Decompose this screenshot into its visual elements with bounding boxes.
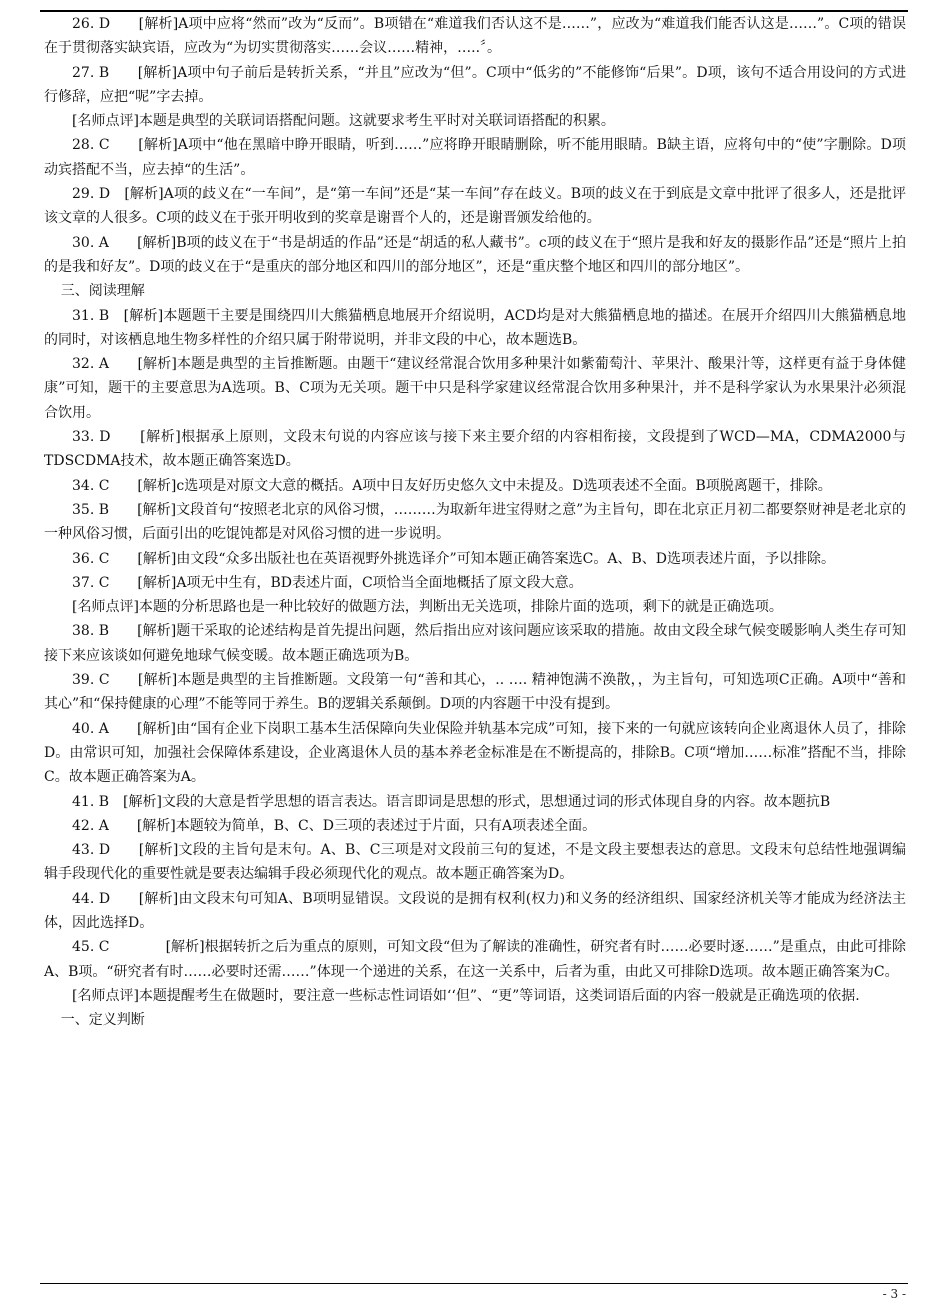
answer-42: 42. A [解析]本题较为简单，B、C、D三项的表述过于片面，只有A项表述全面。 xyxy=(72,817,597,834)
answer-30: 30. A [解析]B项的歧义在于“书是胡适的作品”还是“胡适的私人藏书”。c项的歧义在于“照片是我和好友的摄影作品”还是“照片上拍的是我和好友”。D项的歧义在于“是重庆的部分地区和四川的部分地区”，还是“重庆整个地区和四川的部分地区”。 xyxy=(44,234,906,275)
answer-31: 31. B [解析]本题题干主要是围绕四川大熊猫栖息地展开介绍说明，ACD均是对大熊猫栖息地的描述。在展开介绍四川大熊猫栖息地的同时，对该栖息地生物多样性的介绍只属于附带说明，并非文段的中心，故本题选B。 xyxy=(44,307,906,348)
answer-26: 26. D [解析]A项中应将“然而”改为“反而”。B项错在“难道我们否认这不是……”，应改为“难道我们能否认这是……”。C项的错误在于贯彻落实缺宾语，应改为“为切实贯彻落实……会议……精神，…..〞。 xyxy=(44,16,906,57)
section-heading: 三、阅读理解 xyxy=(60,283,145,300)
page-number: - 3 - xyxy=(882,1287,906,1301)
teacher-comment: [名师点评]本题提醒考生在做题时，要注意一些标志性词语如‘‘但”、“更”等词语，这类词语后面的内容一般就是正确选项的依据. xyxy=(72,987,860,1004)
answer-36: 36. C [解析]由文段“众多出版社也在英语视野外挑选译介”可知本题正确答案选C。A、B、D选项表述片面，予以排除。 xyxy=(72,550,835,567)
answer-explanations xyxy=(44,12,906,1032)
answer-35: 35. B [解析]文段首句“按照老北京的风俗习惯，………为取新年进宝得财之意”为主旨句，即在北京正月初二都要祭财神是老北京的一种风俗习惯，后面引出的吃馄饨都是对风俗习惯的进一步说明。 xyxy=(44,501,906,543)
answer-43: 43. D [解析]文段的主旨句是末句。A、B、C三项是对文段前三句的复述，不是文段主要想表达的意思。文段末句总结性地强调编辑手段现代化的重要性就是要表达编辑手段必须现代化的观点。故本题正确答案为D。 xyxy=(44,842,906,883)
answer-41: 41. B [解析]文段的大意是哲学思想的语言表达。语言即词是思想的形式，思想通过词的形式体现自身的内容。故本题抗B xyxy=(72,793,831,810)
answer-39: 39. C [解析]本题是典型的主旨推断题。文段第一句“善和其心，.. …. 精神饱满不涣散，，为主旨句，可知选项C正确。A项中“善和其心”和“保持健康的心理”不能等同于养生。B的逻辑关系颠倒。D项的内容题干中没有提到。 xyxy=(44,672,906,713)
answer-33: 33. D [解析]根据承上原则，文段末句说的内容应该与接下来主要介绍的内容相衔接，文段提到了WCD—MA，CDMA2000与TDSCDMA技术，故本题正确答案选D。 xyxy=(44,429,906,470)
teacher-comment: [名师点评]本题的分析思路也是一种比较好的做题方法，判断出无关选项，排除片面的选项，剩下的就是正确选项。 xyxy=(72,599,783,616)
section-heading: 一、定义判断 xyxy=(60,1012,145,1029)
answer-34: 34. C [解析]c选项是对原文大意的概括。A项中日友好历史悠久文中未提及。D选项表述不全面。B项脱离题干，排除。 xyxy=(72,477,832,494)
answer-32: 32. A [解析]本题是典型的主旨推断题。由题干“建议经常混合饮用多种果汁如紫葡萄汁、苹果汁、酸果汁等，这样更有益于身体健康”可知，题干的主要意思为A选项。B、C项为无关项。题干中只是科学家建议经常混合饮用多种果汁，并不是科学家认为水果果汁必须混合饮用。 xyxy=(44,356,906,421)
answer-45: 45. C [解析]根据转折之后为重点的原则，可知文段“但为了解读的准确性，研究者有时……必要时逐……”是重点，由此可排除A、B项。“研究者有时……必要时还需……”体现一个递进的关系，在这一关系中，后者为重，由此又可排除D选项。故本题正确答案为C。 xyxy=(44,939,906,980)
answer-29: 29. D [解析]A项的歧义在“一车间”，是“第一车间”还是“某一车间”存在歧义。B项的歧义在于到底是文章中批评了很多人，还是批评该文章的人很多。C项的歧义在于张开明收到的奖章是谢晋个人的，还是谢晋颁发给他的。 xyxy=(44,186,906,227)
answer-40: 40. A [解析]由“国有企业下岗职工基本生活保障向失业保险并轨基本完成”可知，接下来的一句就应该转向企业离退休人员了，排除D。由常识可知，加强社会保障体系建设，企业离退休人员的基本养老金标准是在不断提高的，排除B。C项“增加……标准”搭配不当，排除C。故本题正确答案为A。 xyxy=(44,720,906,786)
answer-27: 27. B [解析]A项中句子前后是转折关系，“并且”应改为“但”。C项中“低劣的”不能修饰“后果”。D项，该句不适合用设问的方式进行修辞，应把“呢”字去掉。 xyxy=(44,64,906,105)
answer-28: 28. C [解析]A项中“他在黑暗中睁开眼睛，听到……”应将睁开眼睛删除，听不能用眼睛。B缺主语，应将句中的“使”字删除。D项动宾搭配不当，应去掉“的生活”。 xyxy=(44,137,906,178)
teacher-comment: [名师点评]本题是典型的关联词语搭配问题。这就要求考生平时对关联词语搭配的积累。 xyxy=(72,113,615,130)
answer-37: 37. C [解析]A项无中生有，BD表述片面，C项恰当全面地概括了原文段大意。 xyxy=(72,574,583,591)
bottom-rule xyxy=(40,1283,908,1284)
answer-38: 38. B [解析]题干采取的论述结构是首先提出问题，然后指出应对该问题应该采取的措施。故由文段全球气候变暖影响人类生存可知接下来应该谈如何避免地球气候变暖。故本题正确选项为B。 xyxy=(44,623,906,664)
answer-44: 44. D [解析]由文段末句可知A、B项明显错误。文段说的是拥有权利(权力)和义务的经济组织、国家经济机关等才能成为经济法主体，因此选择D。 xyxy=(44,890,906,931)
